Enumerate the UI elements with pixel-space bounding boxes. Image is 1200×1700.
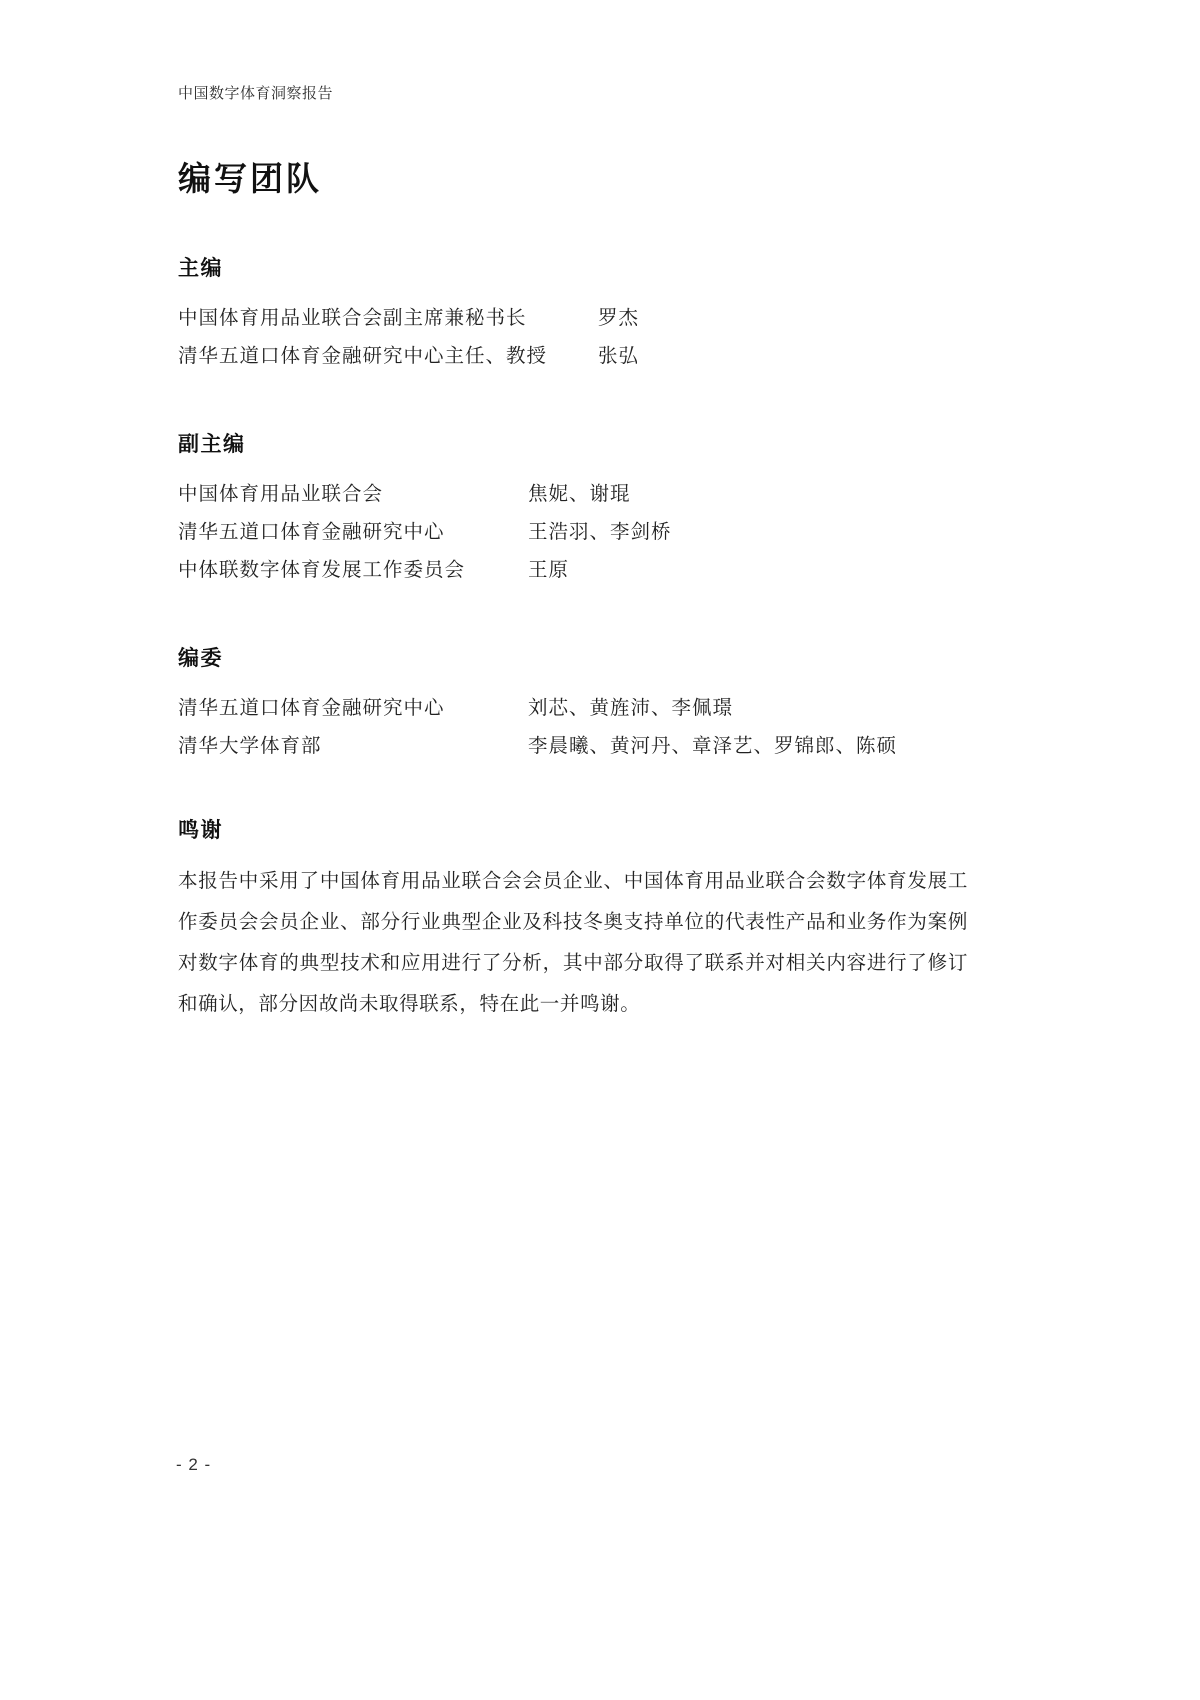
credit-role: 中国体育用品业联合会副主席兼秘书长 xyxy=(178,308,527,329)
section-heading: 编委 xyxy=(178,646,223,671)
credit-row xyxy=(178,690,1038,728)
credit-names: 罗杰 xyxy=(598,308,640,329)
credit-row xyxy=(178,338,1038,376)
page-content xyxy=(178,0,1038,1026)
section-deputy-editor xyxy=(178,428,1038,590)
credit-role: 清华大学体育部 xyxy=(178,736,322,758)
credit-role: 清华五道口体育金融研究中心 xyxy=(178,698,445,720)
section-heading: 鸣谢 xyxy=(178,818,223,843)
section-chief-editor xyxy=(178,252,1038,376)
credit-row xyxy=(178,728,1038,766)
page-number: - 2 - xyxy=(176,1455,212,1474)
section-heading: 副主编 xyxy=(178,432,246,457)
credit-names: 王原 xyxy=(528,560,570,582)
credit-names: 刘芯、黄旌沛、李佩璟 xyxy=(528,698,734,720)
running-head: 中国数字体育洞察报告 xyxy=(178,85,334,102)
section-editorial-board xyxy=(178,642,1038,766)
section-acknowledgement xyxy=(178,814,1038,1026)
credit-names: 焦妮、谢琨 xyxy=(528,484,631,506)
credit-names: 李晨曦、黄河丹、章泽艺、罗锦郎、陈硕 xyxy=(528,736,898,758)
credit-row xyxy=(178,514,1038,552)
credit-role: 中国体育用品业联合会 xyxy=(178,484,384,506)
acknowledgement-body: 本报告中采用了中国体育用品业联合会会员企业、中国体育用品业联合会数字体育发展工作委员会会员企业、部分行业典型企业及科技冬奥支持单位的代表性产品和业务作为案例对数字体育的典型技术和应用进行了分析，其中部分取得了联系并对相关内容进行了修订和确认，部分因故尚未取得联系，特在此一并鸣谢。 xyxy=(178,871,968,1015)
section-heading: 主编 xyxy=(178,256,223,280)
credit-role: 清华五道口体育金融研究中心 xyxy=(178,522,445,544)
credit-role: 中体联数字体育发展工作委员会 xyxy=(178,560,466,582)
credit-names: 张弘 xyxy=(598,346,640,368)
credit-role: 清华五道口体育金融研究中心主任、教授 xyxy=(178,346,548,368)
credit-row xyxy=(178,552,1038,590)
credit-names: 王浩羽、李剑桥 xyxy=(528,522,672,544)
credit-row xyxy=(178,476,1038,514)
page-title: 编写团队 xyxy=(178,162,322,198)
credit-row xyxy=(178,300,1038,338)
